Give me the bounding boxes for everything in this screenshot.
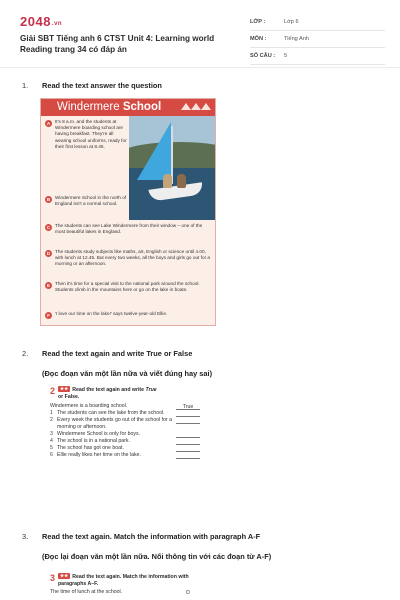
- paragraph-f: [45, 311, 211, 319]
- answer-blank: [176, 411, 200, 417]
- question-text: The school has got one boat.: [57, 445, 124, 451]
- paragraph-text: 'I love our time on the lake!' says twelve-year-old Ellie.: [55, 311, 168, 316]
- reading-banner: [41, 99, 215, 116]
- example-text: Windermere is a boarding school.: [50, 403, 128, 409]
- meta-table: [250, 14, 385, 65]
- exercise-instruction: [58, 573, 200, 588]
- question-text: The school is in a national park.: [57, 438, 130, 444]
- question-row: [50, 438, 200, 445]
- question-text: Windermere School is only for boys.: [57, 431, 141, 437]
- meta-row-subject: [250, 31, 385, 48]
- exercise-instruction: [58, 386, 157, 401]
- question-number: 3: [50, 431, 53, 437]
- example-answer: D: [186, 590, 190, 596]
- answer-blank: [176, 453, 200, 459]
- section-number: 2.: [22, 349, 29, 358]
- meta-row-grade: [250, 14, 385, 31]
- mountain-icon: [191, 103, 201, 110]
- stars-icon: ★★: [60, 386, 69, 391]
- example-answer: True: [176, 404, 200, 410]
- paragraph-letter: C: [46, 224, 51, 230]
- meta-key: MÔN :: [250, 36, 267, 42]
- meta-value: Tiếng Anh: [284, 36, 309, 42]
- page-header: [0, 0, 400, 68]
- paragraph-letter: E: [46, 282, 51, 288]
- mountain-icon: [181, 103, 191, 110]
- paragraph-e: [45, 281, 211, 293]
- instruction-true: True: [145, 387, 157, 393]
- paragraph-text: Then it's time for a special visit to the national park around the school. Students climb in the mountains here or go on the lake in boats.: [55, 281, 200, 293]
- paragraph-letter: F: [45, 312, 52, 319]
- logo-suffix: .vn: [51, 21, 63, 27]
- question-number: 4: [50, 438, 53, 444]
- site-logo[interactable]: [20, 14, 62, 29]
- section-number: 1.: [22, 81, 29, 90]
- exercise-number: 2: [50, 386, 56, 396]
- question-number: 2: [50, 417, 53, 423]
- instruction-or-false: or False.: [58, 394, 80, 400]
- question-row: [50, 417, 200, 431]
- exercise-number: 3: [50, 573, 56, 583]
- instruction-text: Read the text again. Match the information with paragraphs A–F.: [58, 574, 189, 587]
- answer-blank: [176, 446, 200, 452]
- meta-value: 5: [284, 53, 288, 59]
- section-heading: Read the text again and write True or False: [42, 349, 193, 358]
- paragraph-letter: B: [46, 196, 51, 202]
- question-row: [50, 452, 200, 459]
- paragraph-text: The students can see Lake Windermere from their window – one of the most beautiful lakes in England.: [55, 223, 203, 235]
- paragraph-text: Windermere School in the north of England isn't a normal school.: [55, 195, 127, 207]
- paragraph-letter: D: [46, 250, 51, 256]
- paragraph-text: The students study subjects like maths, art, English or science until 4.00, with lunch at 12.45. But every two weeks, all the boys and girls go out for a morning or an afternoon.: [55, 249, 211, 267]
- section-1-title: [22, 81, 162, 90]
- question-row: [50, 410, 200, 417]
- stars-icon: ★★: [60, 573, 69, 578]
- section-heading: Read the text again. Match the information with paragraph A-F: [42, 532, 261, 541]
- section-number: 3.: [22, 532, 29, 541]
- answer-blank: [176, 418, 200, 424]
- exercise-3-image: [50, 573, 200, 600]
- paragraph-b: [45, 195, 127, 207]
- question-text: Every week the students go out of the school for a morning or afternoon.: [57, 417, 173, 430]
- page-title: Giải SBT Tiếng anh 6 CTST Unit 4: Learning world Reading trang 34 có đáp án: [20, 34, 215, 54]
- meta-row-count: [250, 48, 385, 65]
- answer-blank: [176, 439, 200, 445]
- exercise-header: [50, 386, 200, 401]
- logo-text: 2048: [20, 14, 51, 29]
- meta-key: LỚP :: [250, 19, 266, 25]
- question-row: [50, 445, 200, 452]
- question-number: 6: [50, 452, 53, 458]
- mountain-icon: [201, 103, 211, 110]
- example-row: [50, 589, 200, 596]
- question-number: 1: [50, 410, 53, 416]
- example-row: [50, 403, 200, 410]
- paragraph-a: [45, 119, 127, 150]
- paragraph-text: It's 8 a.m. and the students at Windermere boarding school are having breakfast. They're all wearing school uniforms, ready for their first lesson at 8.45.: [55, 119, 127, 149]
- exercise-2-image: [50, 386, 200, 494]
- question-text: The students can see the lake from the school.: [57, 410, 165, 416]
- meta-key: SỐ CÂU :: [250, 53, 276, 59]
- banner-word: Windermere: [57, 101, 120, 113]
- paragraph-c: [45, 223, 211, 235]
- question-number: 5: [50, 445, 53, 451]
- section-3-title: [22, 532, 260, 541]
- section-2-subtitle: (Đọc đoạn văn một lần nữa và viết đúng hay sai): [42, 369, 213, 378]
- section-heading: Read the text answer the question: [42, 81, 162, 90]
- meta-value: Lớp 6: [284, 19, 299, 25]
- paragraph-d: [45, 249, 211, 268]
- paragraph-letter: A: [46, 120, 51, 126]
- instruction-text: Read the text again and write: [72, 387, 145, 393]
- banner-word-bold: School: [122, 101, 162, 113]
- exercise-header: [50, 573, 200, 588]
- question-row: [50, 431, 200, 438]
- example-text: The time of lunch at the school.: [50, 589, 123, 595]
- question-text: Ellie really likes her time on the lake.: [57, 452, 141, 458]
- sailing-photo: [129, 116, 215, 220]
- reading-text-image: [40, 98, 216, 326]
- answer-blank: [176, 432, 200, 438]
- section-3-subtitle: (Đọc lại đoạn văn một lần nữa. Nối thông tin với các đoạn từ A-F): [42, 552, 272, 561]
- section-2-title: [22, 349, 192, 358]
